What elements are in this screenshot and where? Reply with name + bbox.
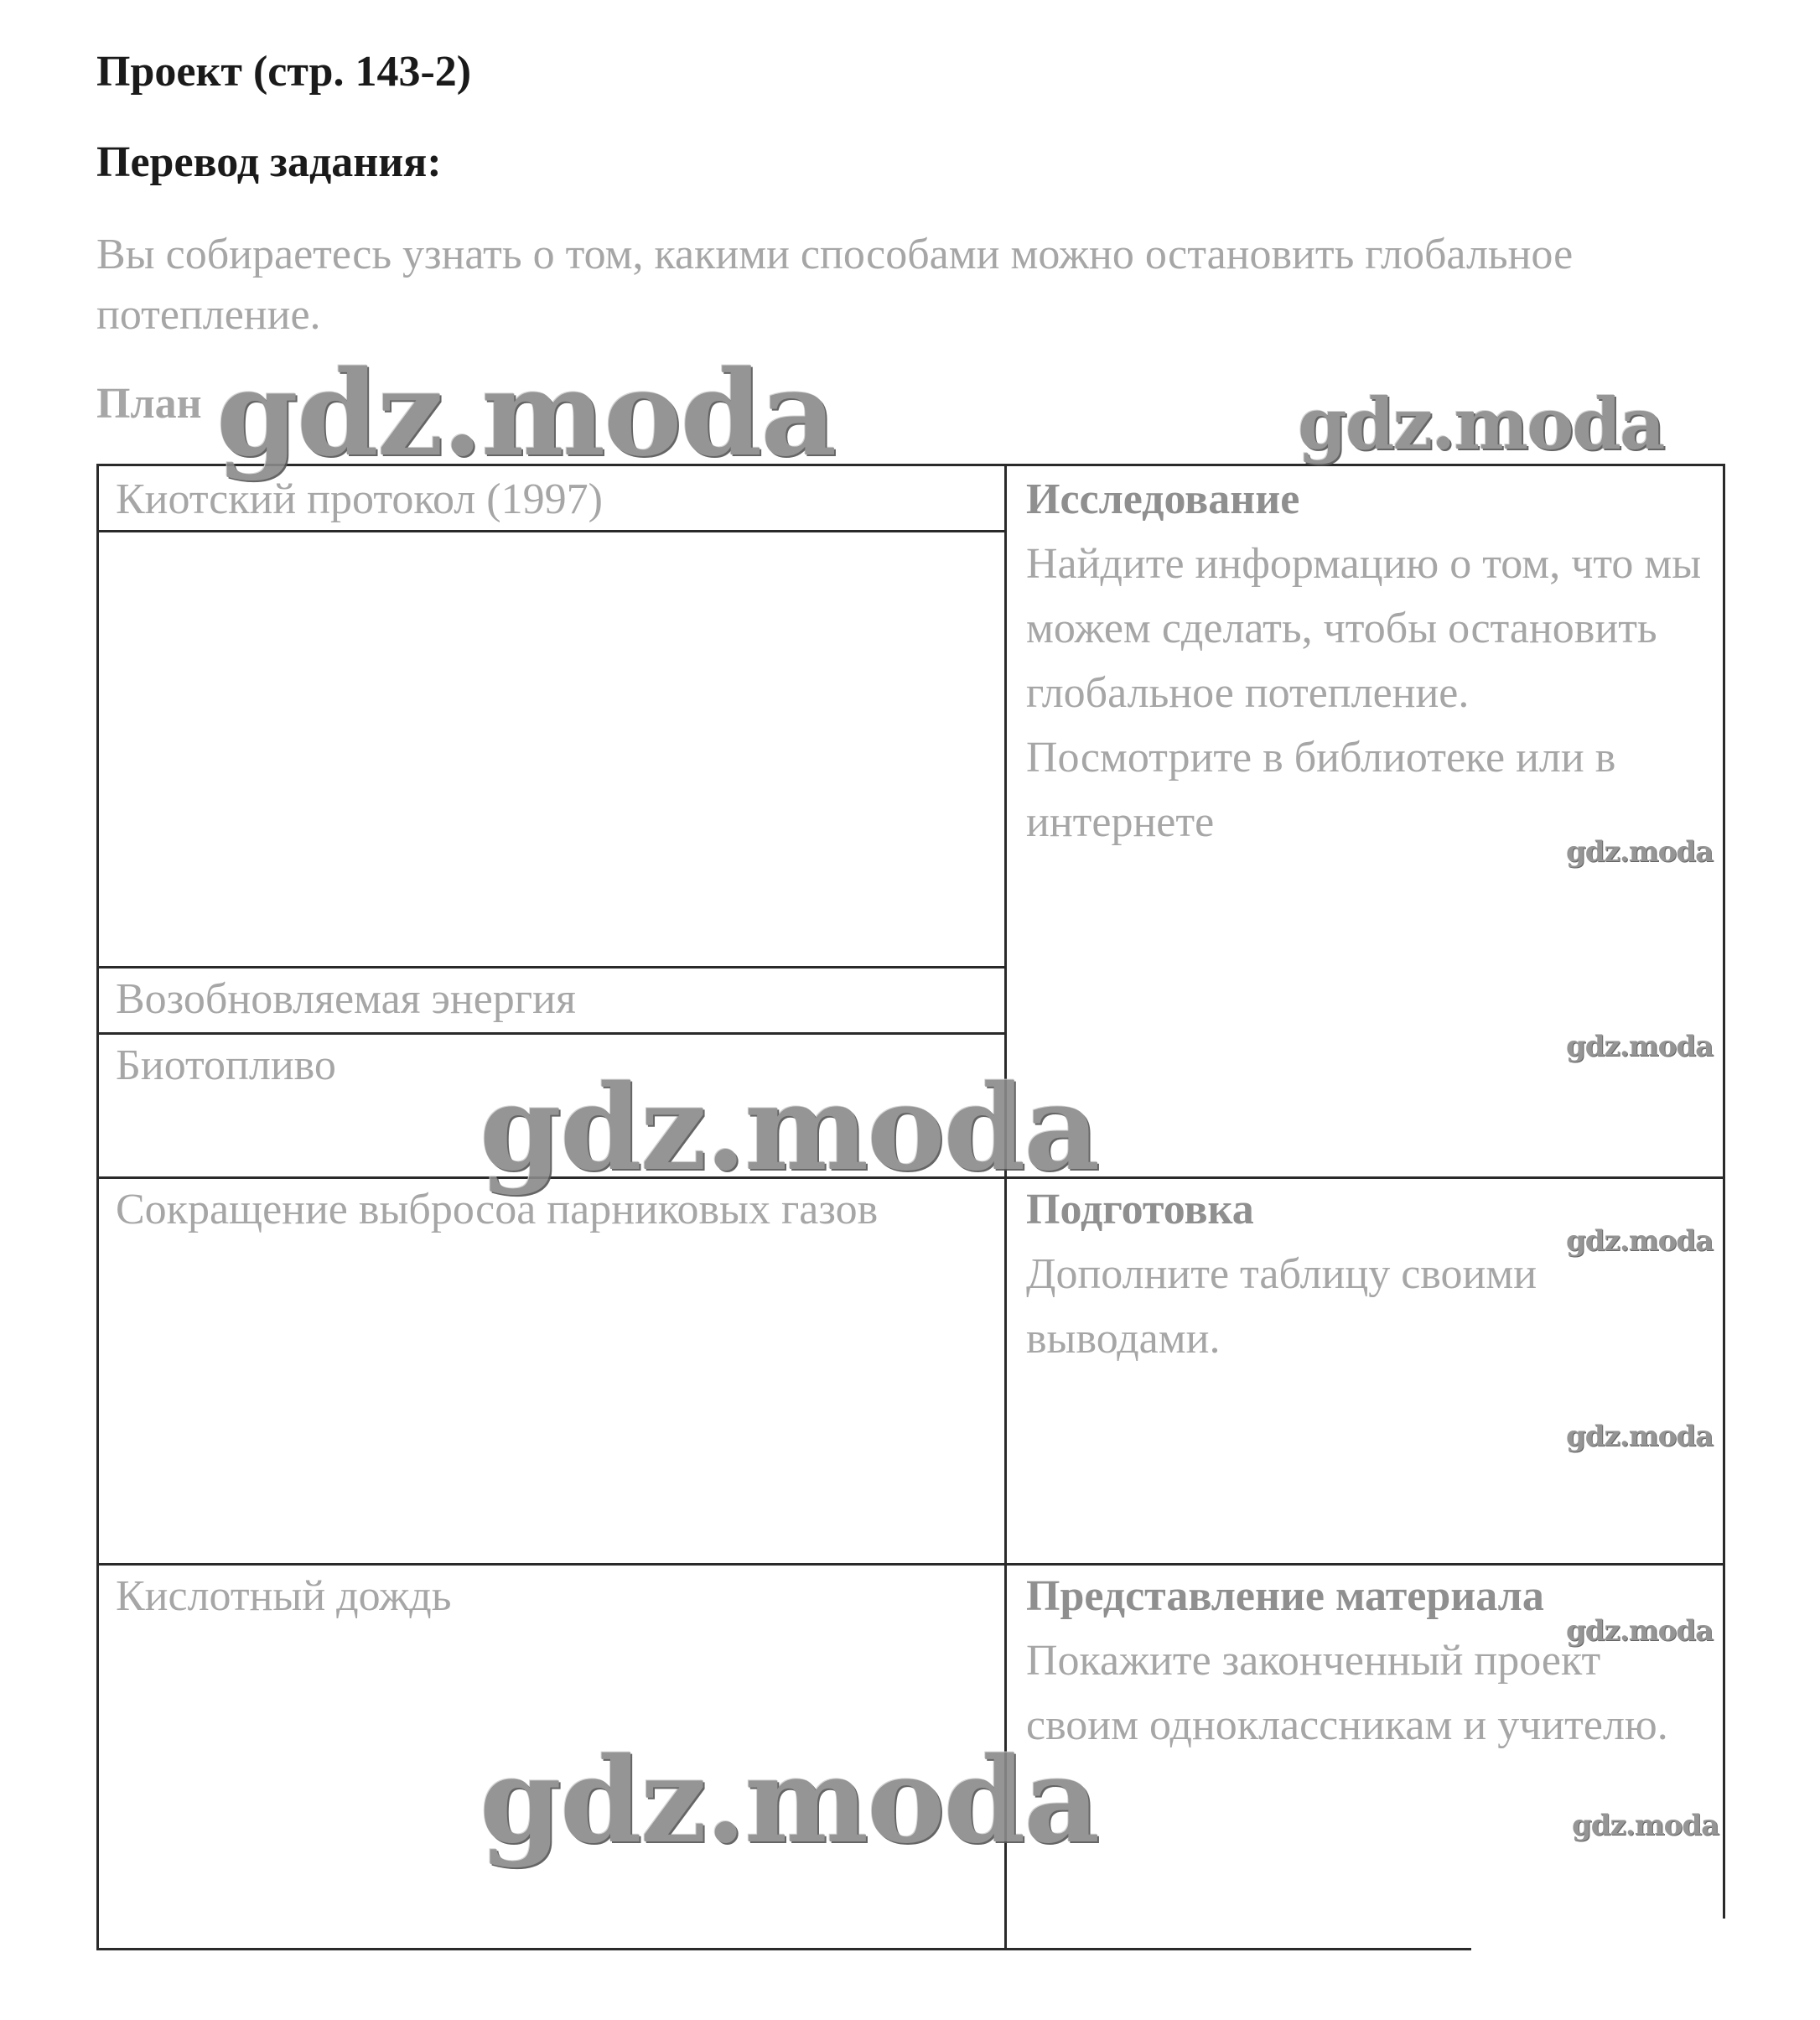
table-border-right <box>1723 464 1725 1919</box>
watermark: gdz.moda <box>480 1732 1099 1870</box>
watermark: gdz.moda <box>1566 1030 1714 1063</box>
table-border-left <box>96 464 99 1950</box>
table-divider-vertical <box>1004 464 1007 1950</box>
watermark: gdz.moda <box>480 1060 1099 1197</box>
cell-presentation <box>1026 1564 1705 1758</box>
cell-emissions-reduction: Сокращение выбросоа парниковых газов <box>116 1186 879 1233</box>
cell-renewable-energy: Возобновляемая энергия <box>116 975 576 1023</box>
cell-research <box>1026 467 1705 854</box>
plan-label: План <box>96 380 202 428</box>
cell-kyoto-protocol: Киотский протокол (1997) <box>116 475 603 523</box>
cell-biofuel: Биотопливо <box>116 1041 336 1089</box>
presentation-title: Представление материала <box>1026 1572 1544 1620</box>
watermark: gdz.moda <box>1566 1614 1714 1648</box>
cell-preparation <box>1026 1177 1705 1371</box>
watermark: gdz.moda <box>1572 1809 1719 1842</box>
presentation-text: Покажите законченный проект своим одноклассникам и учителю. <box>1026 1637 1668 1749</box>
table-border-bottom <box>96 1948 1471 1950</box>
cell-acid-rain: Кислотный дождь <box>116 1572 452 1620</box>
watermark: gdz.moda <box>1298 382 1664 465</box>
preparation-text: Дополните таблицу своими выводами. <box>1026 1250 1537 1363</box>
task-intro: Вы собираетесь узнать о том, какими способами можно остановить глобальное потепление. <box>96 231 1574 339</box>
research-title: Исследование <box>1026 475 1300 523</box>
watermark: gdz.moda <box>1566 1420 1714 1453</box>
research-text: Найдите информацию о том, что мы можем сделать, чтобы остановить глобальное потепление. Посмотрите в библиотеке или в интернете <box>1026 540 1702 846</box>
preparation-title: Подготовка <box>1026 1186 1254 1233</box>
watermark: gdz.moda <box>216 345 836 483</box>
section-subtitle: Перевод задания: <box>96 138 442 186</box>
watermark: gdz.moda <box>1566 835 1714 869</box>
watermark: gdz.moda <box>1566 1224 1714 1258</box>
page-title: Проект (стр. 143-2) <box>96 48 472 96</box>
